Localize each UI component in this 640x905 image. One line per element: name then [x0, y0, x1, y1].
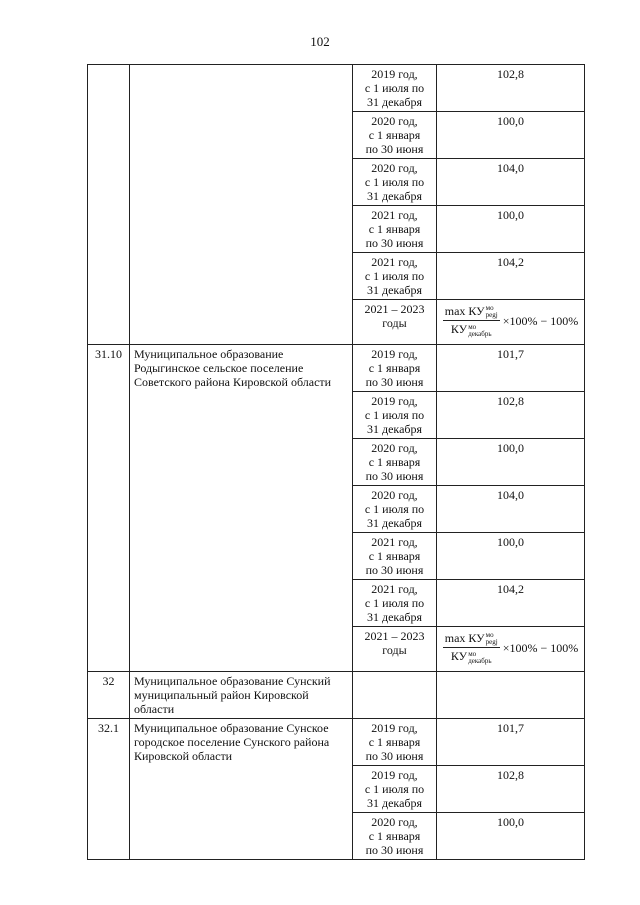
- municipality-name: Муниципальное образование Сунское городское поселение Сунского района Кировской области: [130, 719, 353, 860]
- value-cell: 102,8: [437, 766, 585, 813]
- value-cell: 100,0: [437, 112, 585, 159]
- formula-den-sub: декабрь: [468, 329, 492, 338]
- value-cell: [437, 672, 585, 719]
- period-cell: 2019 год, с 1 июля по 31 декабря: [353, 65, 437, 112]
- period-cell: 2020 год, с 1 июля по 31 декабря: [353, 159, 437, 206]
- period-cell: 2019 год, с 1 января по 30 июня: [353, 345, 437, 392]
- table-body: [88, 65, 585, 860]
- value-cell: 100,0: [437, 206, 585, 253]
- row-number: [88, 65, 130, 345]
- formula-fraction: [443, 304, 500, 338]
- tariff-table: [87, 64, 585, 860]
- formula-numerator: [443, 631, 500, 648]
- value-cell: 100,0: [437, 439, 585, 486]
- value-cell: 100,0: [437, 533, 585, 580]
- period-cell: 2020 год, с 1 января по 30 июня: [353, 112, 437, 159]
- municipality-name: [130, 65, 353, 345]
- page-number: 102: [310, 34, 330, 49]
- formula-den-sup: мо: [468, 322, 477, 331]
- value-cell: 104,2: [437, 253, 585, 300]
- formula-den: КУ: [450, 649, 468, 664]
- period-cell: 2021 – 2023 годы: [353, 627, 437, 672]
- period-cell: 2021 – 2023 годы: [353, 300, 437, 345]
- formula-num-sup: мо: [485, 631, 494, 640]
- table-row: [88, 65, 585, 112]
- formula-num-sub: pegj: [485, 638, 498, 647]
- period-cell: 2021 год, с 1 июля по 31 декабря: [353, 253, 437, 300]
- period-cell: 2019 год, с 1 января по 30 июня: [353, 719, 437, 766]
- value-cell: [437, 300, 585, 345]
- row-number: 32: [88, 672, 130, 719]
- value-cell: 102,8: [437, 392, 585, 439]
- municipality-name: Муниципальное образование Родыгинское сельское поселение Советского района Кировской области: [130, 345, 353, 672]
- table-row: [88, 672, 585, 719]
- period-cell: 2020 год, с 1 января по 30 июня: [353, 439, 437, 486]
- formula-den: КУ: [450, 322, 468, 337]
- formula-den-sup: мо: [468, 649, 477, 658]
- period-cell: 2021 год, с 1 января по 30 июня: [353, 533, 437, 580]
- row-number: 31.10: [88, 345, 130, 672]
- formula-tail: ×100% − 100%: [502, 640, 579, 655]
- formula-fraction: [443, 631, 500, 665]
- value-cell: 100,0: [437, 813, 585, 860]
- municipality-name: Муниципальное образование Сунский муниципальный район Кировской области: [130, 672, 353, 719]
- formula-den-sub: декабрь: [468, 656, 492, 665]
- formula-num-sub: pegj: [485, 311, 498, 320]
- formula-numerator: [443, 304, 500, 321]
- formula-num-sup: мо: [485, 304, 494, 313]
- row-number: 32.1: [88, 719, 130, 860]
- formula: [441, 304, 580, 338]
- period-cell: 2019 год, с 1 июля по 31 декабря: [353, 392, 437, 439]
- formula: [441, 631, 580, 665]
- period-cell: 2020 год, с 1 января по 30 июня: [353, 813, 437, 860]
- period-cell: [353, 672, 437, 719]
- value-cell: 101,7: [437, 719, 585, 766]
- table-row: [88, 345, 585, 392]
- period-cell: 2019 год, с 1 июля по 31 декабря: [353, 766, 437, 813]
- value-cell: 101,7: [437, 345, 585, 392]
- formula-tail: ×100% − 100%: [502, 313, 579, 328]
- period-cell: 2021 год, с 1 января по 30 июня: [353, 206, 437, 253]
- formula-max: max КУ: [444, 631, 485, 645]
- table-row: [88, 719, 585, 766]
- period-cell: 2020 год, с 1 июля по 31 декабря: [353, 486, 437, 533]
- value-cell: 102,8: [437, 65, 585, 112]
- value-cell: 104,0: [437, 486, 585, 533]
- formula-denominator: [449, 648, 494, 664]
- value-cell: [437, 627, 585, 672]
- value-cell: 104,0: [437, 159, 585, 206]
- period-cell: 2021 год, с 1 июля по 31 декабря: [353, 580, 437, 627]
- value-cell: 104,2: [437, 580, 585, 627]
- formula-denominator: [449, 321, 494, 337]
- formula-max: max КУ: [444, 304, 485, 318]
